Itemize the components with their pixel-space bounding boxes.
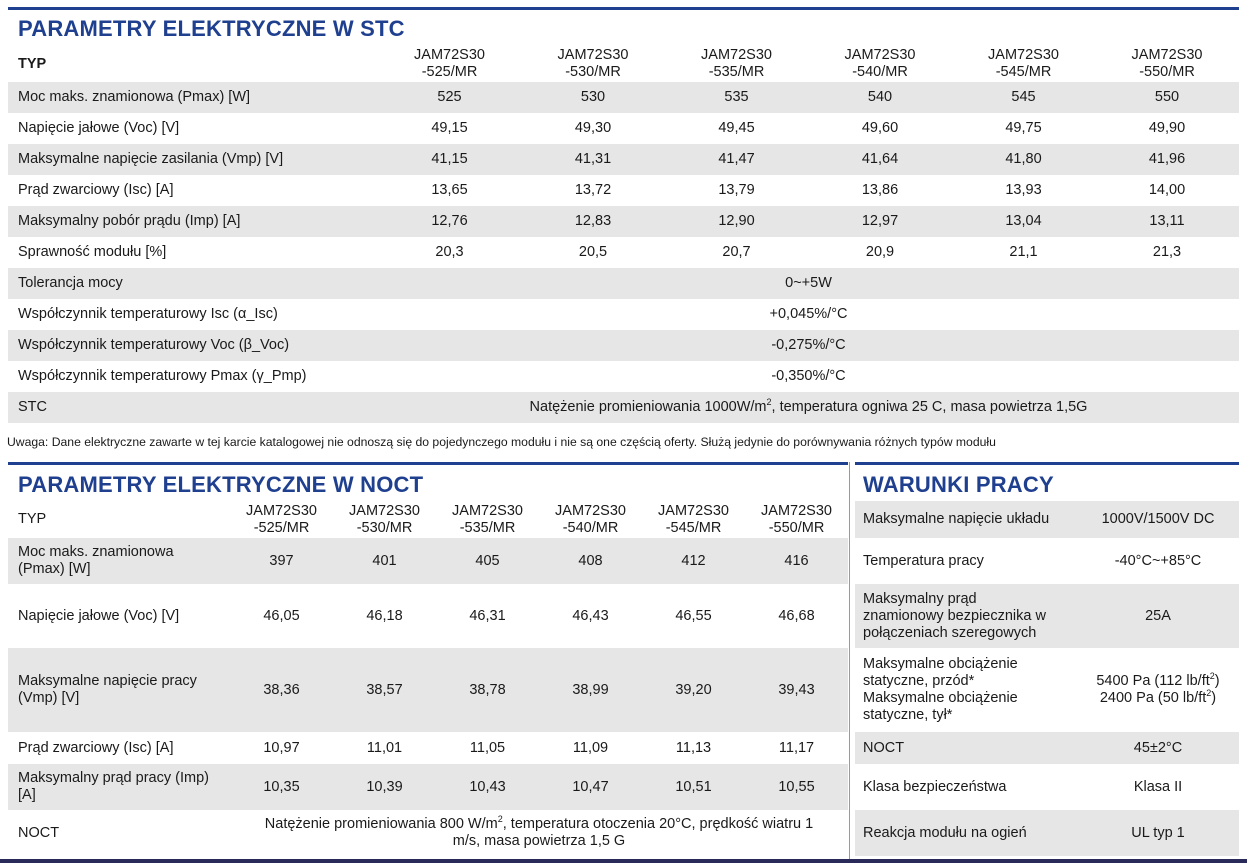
cell-value: 530 [521,82,665,113]
stc-row-pmax [8,82,1239,113]
row-label: Moc maks. znamionowa (Pmax) [W] [8,538,230,584]
row-label: Napięcie jałowe (Voc) [V] [18,607,180,624]
cell-value: 0~+5W [378,268,1239,299]
cell-value: 46,05 [263,607,300,624]
cell-value: 11,13 [675,739,712,756]
work-row-temperature [855,538,1239,584]
cell-value: 550 [1095,82,1239,113]
work-row-static-load [855,648,1239,732]
work-table [855,501,1239,856]
cell-value: -0,350%/°C [771,368,846,384]
cell-value: 39,43 [745,648,848,732]
cell-value: 14,00 [1148,182,1186,198]
noct-model-header: JAM72S30 -530/MR [333,501,436,538]
cell-value: 13,65 [431,182,468,198]
work-top-rule [855,462,1239,465]
noct-type-label: TYP [8,501,230,538]
row-label: Napięcie jałowe (Voc) [V] [18,120,180,136]
cell-value: 21,1 [1009,244,1038,260]
cell-value: 45±2°C [1077,732,1239,764]
work-row-fire-rating [855,810,1239,856]
cell-value: 12,83 [521,206,665,237]
cell-value: 11,09 [572,739,609,756]
row-label: Współczynnik temperaturowy Isc (α_Isc) [18,306,278,322]
row-label: Maksymalne napięcie pracy (Vmp) [V] [8,648,230,732]
noct-top-rule [8,462,848,465]
stc-model-header: JAM72S30 -545/MR [952,46,1095,82]
stc-row-tolerance [8,268,1239,299]
stc-row-gamma-pmp [8,361,1239,392]
stc-top-rule [8,7,1239,10]
cell-value: 10,47 [539,764,642,810]
noct-row-voc [8,584,848,648]
cell-value: 545 [952,82,1095,113]
cell-value: 41,80 [952,144,1095,175]
cell-value: 20,7 [722,244,751,260]
stc-model-header: JAM72S30 -525/MR [378,46,521,82]
row-label: Klasa bezpieczeństwa [863,778,1007,795]
row-label: Maksymalny prąd znamionowy bezpiecznika w połączeniach szeregowych [855,584,1077,648]
cell-value: 412 [642,538,745,584]
cell-value: 11,05 [469,739,506,756]
section-divider [849,462,850,859]
cell-value: 38,99 [539,648,642,732]
stc-row-voc [8,113,1239,144]
work-row-safety-class [855,764,1239,810]
cell-value: 535 [665,82,808,113]
cell-value: 25A [1077,584,1239,648]
cell-value: +0,045%/°C [769,306,848,322]
stc-model-header: JAM72S30 -540/MR [808,46,952,82]
row-label: NOCT [855,732,1077,764]
row-label: Tolerancja mocy [8,268,378,299]
cell-value: 41,31 [521,144,665,175]
row-label: Maksymalne napięcie układu [855,501,1077,538]
stc-type-row [8,46,1239,82]
cell-value: 49,45 [718,120,755,136]
noct-title: PARAMETRY ELEKTRYCZNE W NOCT [18,472,424,497]
cell-value: 405 [436,538,539,584]
stc-row-beta-voc [8,330,1239,361]
row-label: NOCT [18,824,60,841]
cell-value: 13,11 [1095,206,1239,237]
cell-value: 49,15 [431,120,468,136]
cell-value: 49,60 [861,120,899,136]
cell-value: 38,36 [230,648,333,732]
stc-row-vmp [8,144,1239,175]
noct-model-header: JAM72S30 -540/MR [539,501,642,538]
stc-title: PARAMETRY ELEKTRYCZNE W STC [18,16,405,41]
noct-row-imp [8,764,848,810]
row-label: Maksymalny pobór prądu (Imp) [A] [8,206,378,237]
cell-value: 49,30 [574,120,612,136]
noct-table [8,501,848,856]
cell-value: 10,51 [642,764,745,810]
cell-value: 21,3 [1152,244,1182,260]
cell-value: 46,31 [469,607,506,624]
cell-value: 10,43 [436,764,539,810]
cell-value: 13,72 [574,182,612,198]
stc-row-alpha-isc [8,299,1239,330]
noct-model-header: JAM72S30 -545/MR [642,501,745,538]
stc-model-header: JAM72S30 -550/MR [1095,46,1239,82]
stc-model-header: JAM72S30 -530/MR [521,46,665,82]
cell-value: Natężenie promieniowania 800 $W/m^2$, temperatura otoczenia 20°C, prędkość wiatru 1 m/s, masa powietrza 1,5 G [264,814,814,849]
noct-type-row [8,501,848,538]
cell-value: Natężenie promieniowania $1000W/m^2$, temperatura ogniwa 25 C, masa powietrza 1,5G [378,392,1239,423]
noct-row-pmax [8,538,848,584]
noct-row-vmp [8,648,848,732]
cell-value: 10,39 [333,764,436,810]
cell-value: 20,9 [865,244,895,260]
cell-value: 46,68 [778,607,815,624]
stc-row-efficiency [8,237,1239,268]
noct-model-header: JAM72S30 -550/MR [745,501,848,538]
noct-row-noct [8,810,848,856]
row-label: Maksymalne napięcie zasilania (Vmp) [V] [8,144,378,175]
row-label: Prąd zwarciowy (Isc) [A] [18,739,174,756]
row-label: Współczynnik temperaturowy Pmax (γ_Pmp) [18,368,307,384]
row-label: Maksymalny prąd pracy (Imp) [A] [8,764,230,810]
cell-value: 10,97 [263,739,300,756]
row-label: Reakcja modułu na ogień [855,810,1077,856]
cell-value: Klasa II [1133,778,1183,795]
cell-value: 408 [539,538,642,584]
work-row-noct [855,732,1239,764]
cell-value: 10,35 [230,764,333,810]
cell-value: 13,86 [861,182,899,198]
cell-value: 46,55 [675,607,712,624]
cell-value: 20,3 [435,244,464,260]
cell-value: 46,43 [572,607,609,624]
disclaimer-note: Uwaga: Dane elektryczne zawarte w tej karcie katalogowej nie odnoszą się do pojedynczego modułu i nie są one częścią oferty. Służą jedynie do porównywania różnych typów modułu [7,435,996,449]
row-label: Sprawność modułu [%] [18,244,167,260]
work-row-fuse [855,584,1239,648]
cell-value: 5400 Pa (112 $lb/ft^2$) 2400 Pa (50 $lb/ft^2$) [1096,671,1220,706]
cell-value: 11,17 [778,739,815,756]
cell-value: 12,76 [378,206,521,237]
stc-model-header: JAM72S30 -535/MR [665,46,808,82]
cell-value: 540 [808,82,952,113]
cell-value: 13,93 [1005,182,1042,198]
cell-value: 416 [745,538,848,584]
cell-value: 13,79 [718,182,755,198]
cell-value: -0,275%/°C [378,330,1239,361]
cell-value: 38,57 [333,648,436,732]
stc-row-stc [8,392,1239,423]
work-row-max-voltage [855,501,1239,538]
cell-value: 1000V/1500V DC [1077,501,1239,538]
noct-row-isc [8,732,848,764]
row-label: Maksymalne obciążenie statyczne, przód* Maksymalne obciążenie statyczne, tył* [863,656,1018,723]
cell-value: 49,90 [1148,120,1186,136]
stc-row-isc [8,175,1239,206]
cell-value: 10,55 [745,764,848,810]
cell-value: 41,64 [808,144,952,175]
noct-model-header: JAM72S30 -535/MR [436,501,539,538]
stc-type-label: TYP [8,46,378,82]
row-label: STC [8,392,378,423]
cell-value: 41,96 [1095,144,1239,175]
bottom-border [0,859,1247,863]
cell-value: 12,90 [665,206,808,237]
cell-value: 397 [230,538,333,584]
row-label: Współczynnik temperaturowy Voc (β_Voc) [8,330,378,361]
cell-value: 46,18 [366,607,403,624]
cell-value: 41,15 [378,144,521,175]
stc-table [8,46,1239,423]
cell-value: -40°C~+85°C [1114,552,1202,569]
cell-value: 41,47 [665,144,808,175]
work-title: WARUNKI PRACY [863,472,1054,497]
cell-value: 12,97 [808,206,952,237]
cell-value: 20,5 [578,244,608,260]
cell-value: 49,75 [1005,120,1042,136]
cell-value: 11,01 [366,739,403,756]
row-label: Moc maks. znamionowa (Pmax) [W] [8,82,378,113]
row-label: Temperatura pracy [863,552,984,569]
stc-row-imp [8,206,1239,237]
cell-value: 13,04 [952,206,1095,237]
cell-value: 401 [333,538,436,584]
row-label: Prąd zwarciowy (Isc) [A] [18,182,174,198]
cell-value: 39,20 [642,648,745,732]
cell-value: 38,78 [436,648,539,732]
noct-model-header: JAM72S30 -525/MR [230,501,333,538]
cell-value: UL typ 1 [1077,810,1239,856]
cell-value: 525 [378,82,521,113]
